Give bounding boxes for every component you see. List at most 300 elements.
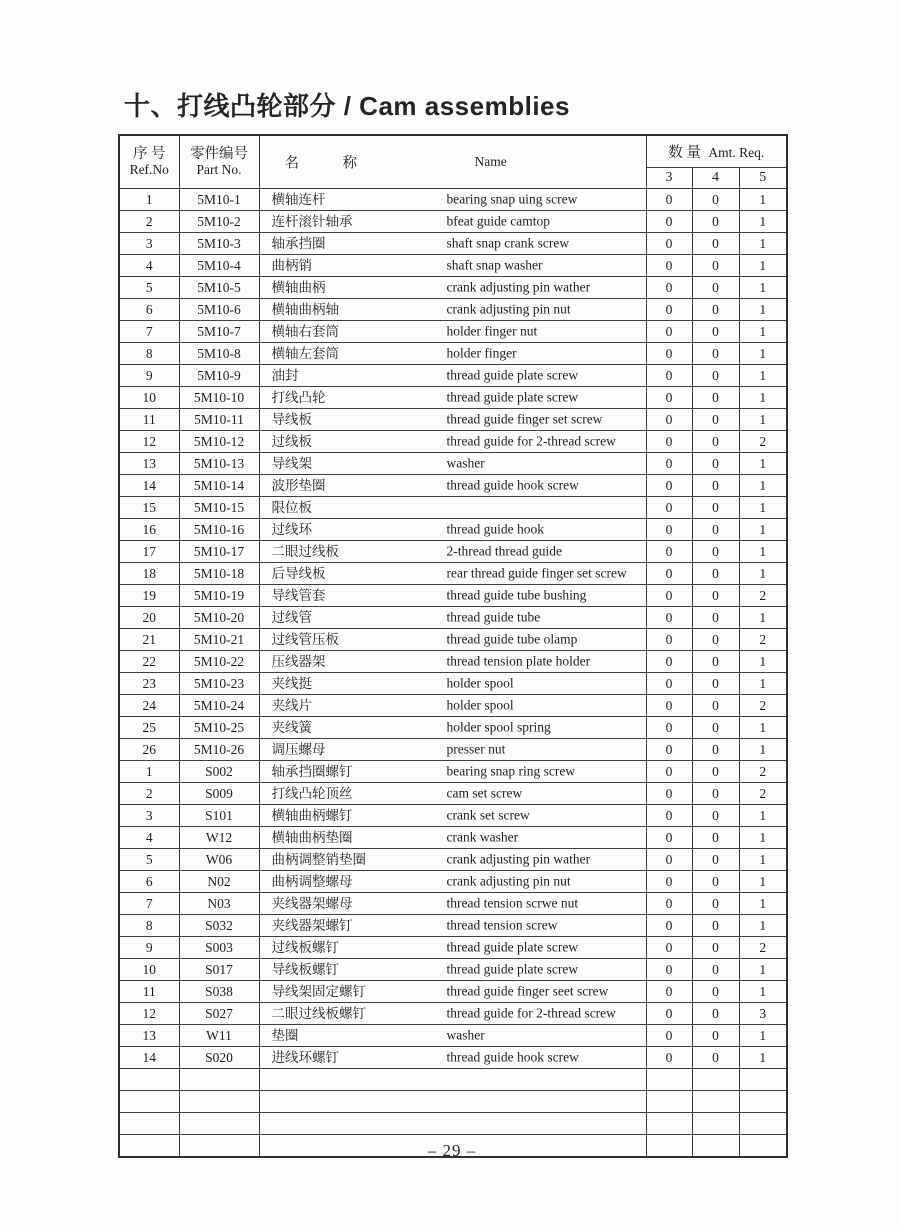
name-zh: 二眼过线板螺钉 bbox=[271, 1005, 366, 1021]
name-cell bbox=[259, 1024, 646, 1046]
table-row bbox=[119, 848, 787, 870]
part-cell bbox=[179, 1112, 259, 1134]
ref-cell: 2 bbox=[119, 210, 179, 232]
amt5-cell: 1 bbox=[739, 892, 787, 914]
name-en: bearing snap uing screw bbox=[446, 191, 578, 207]
name-cell bbox=[259, 188, 646, 210]
part-cell: 5M10-16 bbox=[179, 518, 259, 540]
amt5-cell: 1 bbox=[739, 562, 787, 584]
table-row bbox=[119, 628, 787, 650]
table-row bbox=[119, 562, 787, 584]
amt5-cell: 1 bbox=[739, 980, 787, 1002]
amt5-cell: 2 bbox=[739, 694, 787, 716]
table-row bbox=[119, 1002, 787, 1024]
amt3-cell: 0 bbox=[646, 452, 692, 474]
name-cell bbox=[259, 496, 646, 518]
header-amt-zh: 数 量 bbox=[668, 144, 701, 161]
amt3-cell: 0 bbox=[646, 254, 692, 276]
table-row bbox=[119, 826, 787, 848]
name-cell bbox=[259, 738, 646, 760]
name-zh: 过线管 bbox=[271, 609, 312, 625]
part-cell: 5M10-2 bbox=[179, 210, 259, 232]
amt5-cell: 2 bbox=[739, 584, 787, 606]
part-cell: 5M10-11 bbox=[179, 408, 259, 430]
name-cell bbox=[259, 914, 646, 936]
table-row bbox=[119, 364, 787, 386]
table-row bbox=[119, 540, 787, 562]
part-cell: 5M10-15 bbox=[179, 496, 259, 518]
amt5-cell: 1 bbox=[739, 848, 787, 870]
part-cell bbox=[179, 1090, 259, 1112]
name-en: thread guide for 2-thread screw bbox=[446, 1005, 616, 1021]
part-cell: 5M10-22 bbox=[179, 650, 259, 672]
name-cell bbox=[259, 760, 646, 782]
name-en: crank adjusting pin nut bbox=[446, 873, 571, 889]
amt3-cell: 0 bbox=[646, 496, 692, 518]
ref-cell: 13 bbox=[119, 1024, 179, 1046]
amt4-cell: 0 bbox=[692, 980, 739, 1002]
name-zh: 轴承挡圈 bbox=[271, 235, 326, 251]
part-cell: 5M10-7 bbox=[179, 320, 259, 342]
ref-cell: 1 bbox=[119, 760, 179, 782]
header-ref-no-en: Ref.No bbox=[129, 162, 169, 178]
name-cell bbox=[259, 848, 646, 870]
name-en: thread guide hook screw bbox=[446, 477, 579, 493]
amt3-cell: 0 bbox=[646, 826, 692, 848]
amt5-cell: 1 bbox=[739, 1024, 787, 1046]
amt3-cell bbox=[646, 1068, 692, 1090]
ref-cell: 18 bbox=[119, 562, 179, 584]
part-cell: 5M10-5 bbox=[179, 276, 259, 298]
name-en: thread guide hook bbox=[446, 521, 544, 537]
empty-table-row bbox=[119, 1090, 787, 1112]
table-row bbox=[119, 232, 787, 254]
amt5-cell: 1 bbox=[739, 210, 787, 232]
amt4-cell: 0 bbox=[692, 276, 739, 298]
amt3-cell: 0 bbox=[646, 694, 692, 716]
amt4-cell bbox=[692, 1068, 739, 1090]
amt3-cell: 0 bbox=[646, 738, 692, 760]
ref-cell: 23 bbox=[119, 672, 179, 694]
name-en: thread guide tube olamp bbox=[446, 631, 578, 647]
table-row bbox=[119, 474, 787, 496]
amt4-cell: 0 bbox=[692, 430, 739, 452]
name-zh: 限位板 bbox=[271, 499, 312, 515]
amt4-cell: 0 bbox=[692, 892, 739, 914]
name-zh: 曲柄销 bbox=[271, 257, 312, 273]
amt5-cell bbox=[739, 1090, 787, 1112]
amt5-cell: 1 bbox=[739, 298, 787, 320]
ref-cell: 8 bbox=[119, 914, 179, 936]
amt5-cell: 2 bbox=[739, 782, 787, 804]
name-cell bbox=[259, 276, 646, 298]
name-en: thread guide plate screw bbox=[446, 939, 579, 955]
amt5-cell: 1 bbox=[739, 958, 787, 980]
part-cell: 5M10-18 bbox=[179, 562, 259, 584]
amt3-cell: 0 bbox=[646, 782, 692, 804]
amt3-cell: 0 bbox=[646, 628, 692, 650]
table-row bbox=[119, 738, 787, 760]
name-zh: 调压螺母 bbox=[271, 741, 326, 757]
amt5-cell: 1 bbox=[739, 870, 787, 892]
name-en: washer bbox=[446, 455, 485, 471]
part-cell: 5M10-13 bbox=[179, 452, 259, 474]
name-zh: 过线管压板 bbox=[271, 631, 339, 647]
amt5-cell: 1 bbox=[739, 452, 787, 474]
part-cell: S009 bbox=[179, 782, 259, 804]
name-en: washer bbox=[446, 1027, 485, 1043]
amt3-cell: 0 bbox=[646, 1002, 692, 1024]
name-en: holder spool spring bbox=[446, 719, 551, 735]
ref-cell: 10 bbox=[119, 386, 179, 408]
name-zh: 过线环 bbox=[271, 521, 312, 537]
ref-cell: 16 bbox=[119, 518, 179, 540]
name-cell bbox=[259, 826, 646, 848]
ref-cell: 8 bbox=[119, 342, 179, 364]
name-zh: 导线架 bbox=[271, 455, 312, 471]
amt5-cell: 2 bbox=[739, 760, 787, 782]
name-en: thread tension scrwe nut bbox=[446, 895, 579, 911]
name-zh: 进线环螺钉 bbox=[271, 1049, 339, 1065]
header-amt-col-3: 3 bbox=[646, 167, 692, 188]
ref-cell: 5 bbox=[119, 848, 179, 870]
header-part-no bbox=[179, 135, 259, 188]
amt5-cell bbox=[739, 1112, 787, 1134]
name-cell bbox=[259, 452, 646, 474]
amt4-cell: 0 bbox=[692, 848, 739, 870]
amt5-cell: 1 bbox=[739, 408, 787, 430]
part-cell: 5M10-17 bbox=[179, 540, 259, 562]
ref-cell: 11 bbox=[119, 408, 179, 430]
amt4-cell: 0 bbox=[692, 826, 739, 848]
amt5-cell: 1 bbox=[739, 804, 787, 826]
amt5-cell: 2 bbox=[739, 628, 787, 650]
name-zh: 夹线器架螺钉 bbox=[271, 917, 353, 933]
amt5-cell: 1 bbox=[739, 826, 787, 848]
amt5-cell: 1 bbox=[739, 496, 787, 518]
name-cell bbox=[259, 210, 646, 232]
ref-cell: 26 bbox=[119, 738, 179, 760]
table-row bbox=[119, 188, 787, 210]
amt4-cell: 0 bbox=[692, 958, 739, 980]
amt3-cell: 0 bbox=[646, 364, 692, 386]
part-cell: N02 bbox=[179, 870, 259, 892]
name-zh: 横轴曲柄轴 bbox=[271, 301, 339, 317]
ref-cell: 5 bbox=[119, 276, 179, 298]
amt5-cell: 1 bbox=[739, 650, 787, 672]
amt5-cell: 2 bbox=[739, 430, 787, 452]
name-cell bbox=[259, 1002, 646, 1024]
ref-cell: 22 bbox=[119, 650, 179, 672]
amt4-cell: 0 bbox=[692, 1046, 739, 1068]
page-number: – 29 – bbox=[427, 1141, 477, 1160]
table-row bbox=[119, 958, 787, 980]
ref-cell: 14 bbox=[119, 474, 179, 496]
ref-cell: 12 bbox=[119, 430, 179, 452]
name-zh: 导线架固定螺钉 bbox=[271, 983, 366, 999]
amt3-cell: 0 bbox=[646, 276, 692, 298]
amt4-cell: 0 bbox=[692, 628, 739, 650]
name-en: crank washer bbox=[446, 829, 519, 845]
table-row bbox=[119, 650, 787, 672]
amt4-cell: 0 bbox=[692, 188, 739, 210]
name-en: shaft snap washer bbox=[446, 257, 543, 273]
part-cell: 5M10-26 bbox=[179, 738, 259, 760]
part-cell: W06 bbox=[179, 848, 259, 870]
amt5-cell: 1 bbox=[739, 474, 787, 496]
name-zh: 曲柄调整销垫圈 bbox=[271, 851, 366, 867]
amt3-cell: 0 bbox=[646, 1024, 692, 1046]
name-en: 2-thread thread guide bbox=[446, 543, 562, 559]
part-cell: 5M10-14 bbox=[179, 474, 259, 496]
part-cell: S032 bbox=[179, 914, 259, 936]
part-cell bbox=[179, 1068, 259, 1090]
header-amt-en: Amt. Req. bbox=[708, 144, 765, 160]
name-cell bbox=[259, 694, 646, 716]
ref-cell: 12 bbox=[119, 1002, 179, 1024]
name-cell bbox=[259, 364, 646, 386]
amt5-cell: 1 bbox=[739, 540, 787, 562]
ref-cell: 11 bbox=[119, 980, 179, 1002]
name-zh: 打线凸轮 bbox=[271, 389, 326, 405]
name-zh: 夹线簧 bbox=[271, 719, 312, 735]
amt4-cell: 0 bbox=[692, 386, 739, 408]
table-row bbox=[119, 892, 787, 914]
name-en: holder spool bbox=[446, 697, 514, 713]
name-en: thread guide plate screw bbox=[446, 389, 579, 405]
ref-cell: 21 bbox=[119, 628, 179, 650]
amt3-cell: 0 bbox=[646, 188, 692, 210]
ref-cell: 13 bbox=[119, 452, 179, 474]
name-zh: 油封 bbox=[271, 367, 299, 383]
table-row bbox=[119, 584, 787, 606]
amt3-cell: 0 bbox=[646, 386, 692, 408]
name-cell bbox=[259, 980, 646, 1002]
ref-cell: 7 bbox=[119, 320, 179, 342]
amt5-cell: 1 bbox=[739, 342, 787, 364]
name-cell bbox=[259, 716, 646, 738]
name-zh: 打线凸轮顶丝 bbox=[271, 785, 353, 801]
amt3-cell: 0 bbox=[646, 342, 692, 364]
name-en: thread tension plate holder bbox=[446, 653, 591, 669]
amt3-cell: 0 bbox=[646, 298, 692, 320]
page-title: 十、打线凸轮部分 / Cam assemblies bbox=[124, 91, 570, 121]
amt3-cell: 0 bbox=[646, 606, 692, 628]
part-cell: 5M10-1 bbox=[179, 188, 259, 210]
name-cell bbox=[259, 254, 646, 276]
name-cell bbox=[259, 628, 646, 650]
name-cell bbox=[259, 430, 646, 452]
ref-cell bbox=[119, 1112, 179, 1134]
ref-cell: 3 bbox=[119, 232, 179, 254]
name-en: crank adjusting pin nut bbox=[446, 301, 571, 317]
name-cell bbox=[259, 1046, 646, 1068]
amt5-cell: 1 bbox=[739, 364, 787, 386]
amt5-cell: 1 bbox=[739, 254, 787, 276]
part-cell: 5M10-24 bbox=[179, 694, 259, 716]
table-row bbox=[119, 518, 787, 540]
amt5-cell bbox=[739, 1068, 787, 1090]
name-zh: 夹线器架螺母 bbox=[271, 895, 353, 911]
amt5-cell: 1 bbox=[739, 232, 787, 254]
amt3-cell: 0 bbox=[646, 804, 692, 826]
name-cell bbox=[259, 408, 646, 430]
name-zh: 夹线片 bbox=[271, 697, 312, 713]
amt3-cell: 0 bbox=[646, 1046, 692, 1068]
part-cell: S101 bbox=[179, 804, 259, 826]
ref-cell: 9 bbox=[119, 936, 179, 958]
table-row bbox=[119, 870, 787, 892]
amt4-cell: 0 bbox=[692, 254, 739, 276]
header-name-en: Name bbox=[474, 153, 507, 169]
amt4-cell: 0 bbox=[692, 298, 739, 320]
part-cell: 5M10-19 bbox=[179, 584, 259, 606]
table-row bbox=[119, 276, 787, 298]
name-en: crank adjusting pin wather bbox=[446, 851, 591, 867]
amt3-cell: 0 bbox=[646, 914, 692, 936]
part-cell: 5M10-8 bbox=[179, 342, 259, 364]
part-cell: S027 bbox=[179, 1002, 259, 1024]
part-cell: S003 bbox=[179, 936, 259, 958]
amt4-cell: 0 bbox=[692, 716, 739, 738]
amt3-cell: 0 bbox=[646, 672, 692, 694]
amt4-cell: 0 bbox=[692, 936, 739, 958]
amt5-cell: 1 bbox=[739, 914, 787, 936]
name-en: holder finger nut bbox=[446, 323, 538, 339]
amt4-cell: 0 bbox=[692, 870, 739, 892]
part-cell: 5M10-25 bbox=[179, 716, 259, 738]
name-en: thread guide plate screw bbox=[446, 367, 579, 383]
amt3-cell: 0 bbox=[646, 562, 692, 584]
table-row bbox=[119, 804, 787, 826]
header-part-no-en: Part No. bbox=[196, 162, 242, 178]
ref-cell bbox=[119, 1068, 179, 1090]
parts-table-body bbox=[119, 188, 787, 1157]
header-amt-req bbox=[646, 135, 787, 167]
part-cell: S038 bbox=[179, 980, 259, 1002]
amt3-cell: 0 bbox=[646, 848, 692, 870]
name-zh: 导线板螺钉 bbox=[271, 961, 339, 977]
amt4-cell: 0 bbox=[692, 452, 739, 474]
name-cell bbox=[259, 562, 646, 584]
amt3-cell: 0 bbox=[646, 650, 692, 672]
header-amt-col-4: 4 bbox=[692, 167, 739, 188]
name-zh: 夹线挺 bbox=[271, 675, 312, 691]
name-cell bbox=[259, 320, 646, 342]
amt5-cell: 1 bbox=[739, 716, 787, 738]
name-cell bbox=[259, 958, 646, 980]
table-row bbox=[119, 496, 787, 518]
amt3-cell: 0 bbox=[646, 584, 692, 606]
amt5-cell: 1 bbox=[739, 606, 787, 628]
part-cell: 5M10-9 bbox=[179, 364, 259, 386]
name-en: thread guide for 2-thread screw bbox=[446, 433, 616, 449]
name-cell bbox=[259, 1090, 646, 1112]
empty-table-row bbox=[119, 1112, 787, 1134]
name-zh: 导线管套 bbox=[271, 587, 326, 603]
name-zh: 二眼过线板 bbox=[271, 543, 339, 559]
header-ref-no bbox=[119, 135, 179, 188]
ref-cell: 6 bbox=[119, 298, 179, 320]
part-cell: 5M10-12 bbox=[179, 430, 259, 452]
part-cell: 5M10-21 bbox=[179, 628, 259, 650]
name-en: thread guide tube bbox=[446, 609, 541, 625]
amt5-cell: 1 bbox=[739, 386, 787, 408]
name-cell bbox=[259, 342, 646, 364]
ref-cell: 6 bbox=[119, 870, 179, 892]
name-en: bfeat guide camtop bbox=[446, 213, 550, 229]
ref-cell: 9 bbox=[119, 364, 179, 386]
table-row bbox=[119, 1046, 787, 1068]
amt4-cell: 0 bbox=[692, 540, 739, 562]
name-cell bbox=[259, 782, 646, 804]
parts-table-header bbox=[119, 135, 787, 188]
part-cell: N03 bbox=[179, 892, 259, 914]
amt3-cell: 0 bbox=[646, 210, 692, 232]
name-zh: 压线器架 bbox=[271, 653, 326, 669]
header-ref-no-zh: 序 号 bbox=[132, 145, 166, 162]
table-row bbox=[119, 760, 787, 782]
amt4-cell: 0 bbox=[692, 694, 739, 716]
amt5-cell: 1 bbox=[739, 320, 787, 342]
name-cell bbox=[259, 298, 646, 320]
ref-cell: 4 bbox=[119, 254, 179, 276]
amt4-cell: 0 bbox=[692, 782, 739, 804]
name-cell bbox=[259, 1112, 646, 1134]
amt3-cell: 0 bbox=[646, 958, 692, 980]
amt4-cell: 0 bbox=[692, 562, 739, 584]
amt3-cell: 0 bbox=[646, 716, 692, 738]
amt3-cell: 0 bbox=[646, 870, 692, 892]
amt4-cell: 0 bbox=[692, 914, 739, 936]
part-cell: W12 bbox=[179, 826, 259, 848]
amt4-cell: 0 bbox=[692, 1002, 739, 1024]
amt5-cell: 1 bbox=[739, 1046, 787, 1068]
name-zh: 横轴连杆 bbox=[271, 191, 326, 207]
amt3-cell: 0 bbox=[646, 936, 692, 958]
amt4-cell: 0 bbox=[692, 1024, 739, 1046]
name-en: thread guide hook screw bbox=[446, 1049, 579, 1065]
name-cell bbox=[259, 804, 646, 826]
parts-table bbox=[118, 134, 788, 1158]
name-cell bbox=[259, 672, 646, 694]
ref-cell: 3 bbox=[119, 804, 179, 826]
table-row bbox=[119, 430, 787, 452]
name-zh: 曲柄调整螺母 bbox=[271, 873, 353, 889]
header-name-zh: 名 称 bbox=[284, 155, 357, 172]
amt3-cell: 0 bbox=[646, 232, 692, 254]
name-en: presser nut bbox=[446, 741, 506, 757]
amt4-cell: 0 bbox=[692, 496, 739, 518]
amt3-cell: 0 bbox=[646, 980, 692, 1002]
name-en: rear thread guide finger set screw bbox=[446, 565, 627, 581]
name-zh: 横轴曲柄螺钉 bbox=[271, 807, 353, 823]
table-row bbox=[119, 606, 787, 628]
header-name bbox=[259, 135, 646, 188]
amt4-cell: 0 bbox=[692, 672, 739, 694]
amt3-cell: 0 bbox=[646, 892, 692, 914]
part-cell: W11 bbox=[179, 1024, 259, 1046]
name-cell bbox=[259, 892, 646, 914]
table-row bbox=[119, 320, 787, 342]
name-zh: 过线板 bbox=[271, 433, 312, 449]
ref-cell: 20 bbox=[119, 606, 179, 628]
table-row bbox=[119, 914, 787, 936]
name-en: holder finger bbox=[446, 345, 517, 361]
amt4-cell bbox=[692, 1112, 739, 1134]
ref-cell: 2 bbox=[119, 782, 179, 804]
amt3-cell bbox=[646, 1090, 692, 1112]
